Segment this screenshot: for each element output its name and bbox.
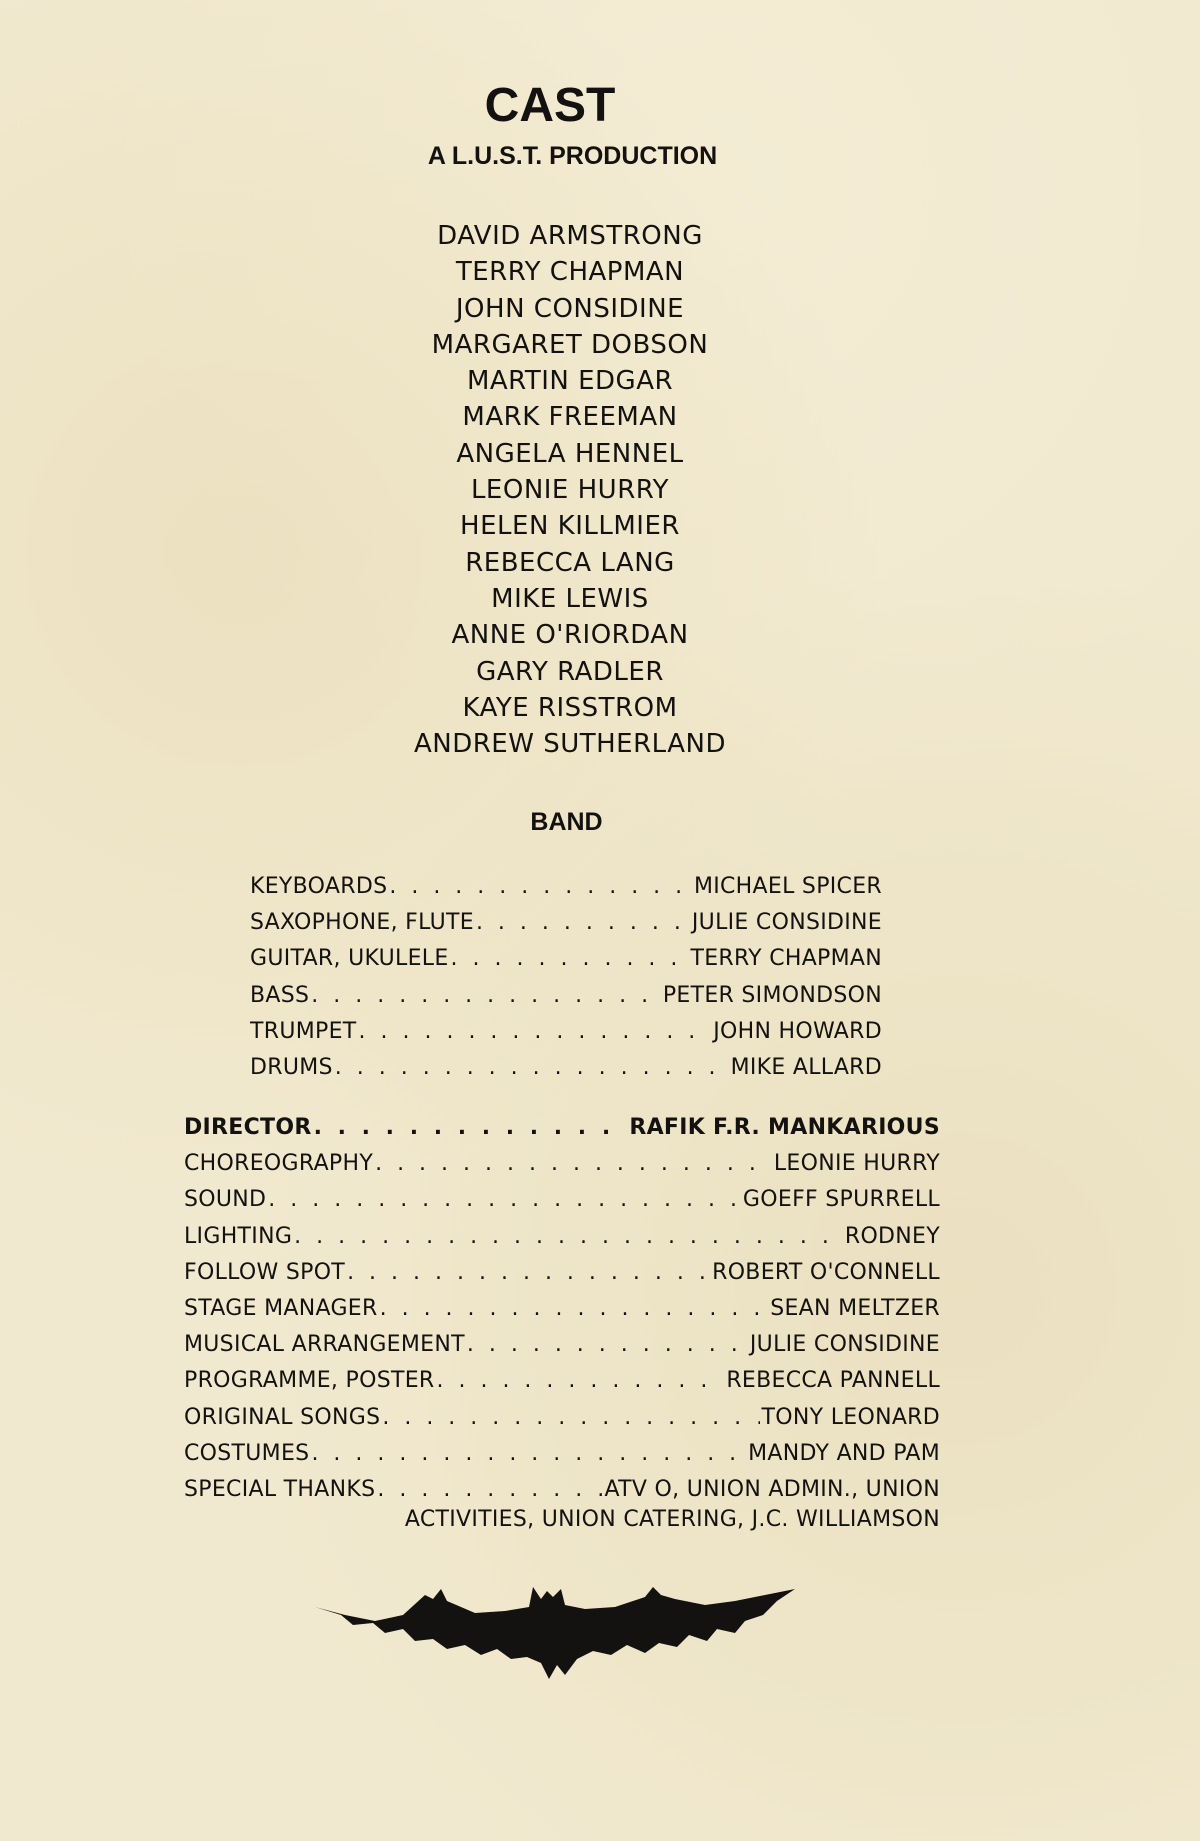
crew-row: [184, 1400, 940, 1436]
dot-leader: [311, 1436, 746, 1472]
band-member-name: MICHAEL SPICER: [693, 874, 882, 899]
band-role: KEYBOARDS: [250, 874, 388, 899]
dot-leader: [335, 1050, 729, 1086]
band-list: [250, 869, 882, 1086]
band-role: TRUMPET: [250, 1018, 357, 1044]
cast-member: DAVID ARMSTRONG: [437, 221, 703, 251]
dot-leader: [347, 1255, 710, 1291]
crew-role: DIRECTOR: [184, 1115, 312, 1140]
dot-leader: [476, 905, 690, 941]
crew-row: [184, 1146, 940, 1182]
crew-role: LIGHTING: [184, 1223, 293, 1249]
crew-member-name: GOEFF SPURRELL: [742, 1187, 940, 1213]
cast-member: MARTIN EDGAR: [466, 366, 674, 397]
cast-member: TERRY CHAPMAN: [455, 257, 685, 288]
cast-member: ANDREW SUTHERLAND: [413, 729, 727, 760]
dot-leader: [389, 869, 692, 905]
band-row: [250, 1014, 882, 1050]
crew-row: [184, 1219, 940, 1255]
cast-member: GARY RADLER: [476, 656, 664, 687]
production-subtitle: A L.U.S.T. PRODUCTION: [427, 142, 718, 170]
special-thanks-continued: ACTIVITIES, UNION CATERING, J.C. WILLIAMSON: [404, 1507, 940, 1532]
crew-member-name: JULIE CONSIDINE: [749, 1332, 940, 1358]
cast-member: HELEN KILLMIER: [460, 511, 680, 542]
crew-role: COSTUMES: [184, 1440, 310, 1466]
dot-leader: [451, 941, 689, 977]
cast-list: [0, 218, 1140, 762]
crew-row: [184, 1182, 940, 1218]
band-row: [250, 1050, 882, 1086]
cast-member: MARGARET DOBSON: [431, 329, 709, 360]
page-title: CAST: [484, 79, 616, 132]
crew-row: [184, 1436, 940, 1472]
dot-leader: [314, 1110, 628, 1146]
band-heading: BAND: [530, 808, 603, 836]
crew-member-name: ROBERT O'CONNELL: [712, 1259, 940, 1285]
crew-row: [184, 1291, 940, 1327]
crew-row: [184, 1255, 940, 1291]
band-member-name: PETER SIMONDSON: [662, 982, 882, 1008]
dot-leader: [359, 1014, 712, 1050]
crew-member-name: ATV O, UNION ADMIN., UNION: [604, 1476, 940, 1502]
band-member-name: JULIE CONSIDINE: [691, 910, 882, 936]
crew-row: [184, 1110, 940, 1146]
dot-leader: [294, 1219, 843, 1255]
band-role: SAXOPHONE, FLUTE: [250, 910, 474, 936]
band-member-name: MIKE ALLARD: [730, 1054, 882, 1080]
crew-list: [184, 1110, 940, 1508]
crew-role: PROGRAMME, POSTER: [184, 1368, 435, 1394]
crew-member-name: RAFIK F.R. MANKARIOUS: [629, 1115, 940, 1140]
band-row: [250, 905, 882, 941]
crew-member-name: TONY LEONARD: [761, 1404, 940, 1430]
crew-role: STAGE MANAGER: [184, 1295, 378, 1321]
crew-role: CHOREOGRAPHY: [184, 1151, 374, 1177]
crew-member-name: LEONIE HURRY: [773, 1151, 940, 1177]
band-role: BASS: [250, 982, 310, 1008]
cast-member: MARK FREEMAN: [462, 402, 678, 433]
cast-member: MIKE LEWIS: [491, 583, 649, 614]
crew-role: MUSICAL ARRANGEMENT: [184, 1332, 465, 1358]
band-row: [250, 869, 882, 905]
cast-member: KAYE RISSTROM: [462, 692, 678, 723]
band-row: [250, 941, 882, 977]
dot-leader: [268, 1182, 741, 1218]
bat-icon: [315, 1585, 795, 1695]
crew-member-name: RODNEY: [844, 1223, 940, 1249]
band-role: DRUMS: [250, 1054, 333, 1080]
dot-leader: [311, 978, 661, 1014]
cast-member: ANNE O'RIORDAN: [451, 620, 689, 651]
crew-role: FOLLOW SPOT: [184, 1259, 346, 1285]
dot-leader: [382, 1400, 759, 1436]
dot-leader: [436, 1363, 724, 1399]
crew-role: ORIGINAL SONGS: [184, 1404, 381, 1430]
cast-member: REBECCA LANG: [465, 547, 675, 578]
crew-member-name: SEAN MELTZER: [770, 1295, 940, 1321]
dot-leader: [375, 1146, 772, 1182]
crew-member-name: REBECCA PANNELL: [726, 1368, 940, 1394]
crew-role: SOUND: [184, 1187, 267, 1213]
band-row: [250, 978, 882, 1014]
band-role: GUITAR, UKULELE: [250, 946, 449, 972]
dot-leader: [467, 1327, 748, 1363]
cast-member: LEONIE HURRY: [470, 475, 670, 506]
crew-row: [184, 1363, 940, 1399]
cast-member: ANGELA HENNEL: [456, 438, 684, 469]
band-member-name: TERRY CHAPMAN: [690, 946, 882, 972]
crew-role: SPECIAL THANKS: [184, 1476, 376, 1502]
crew-row: [184, 1327, 940, 1363]
crew-member-name: MANDY AND PAM: [748, 1440, 940, 1466]
dot-leader: [380, 1291, 769, 1327]
band-member-name: JOHN HOWARD: [713, 1018, 882, 1044]
cast-member: JOHN CONSIDINE: [455, 293, 685, 324]
